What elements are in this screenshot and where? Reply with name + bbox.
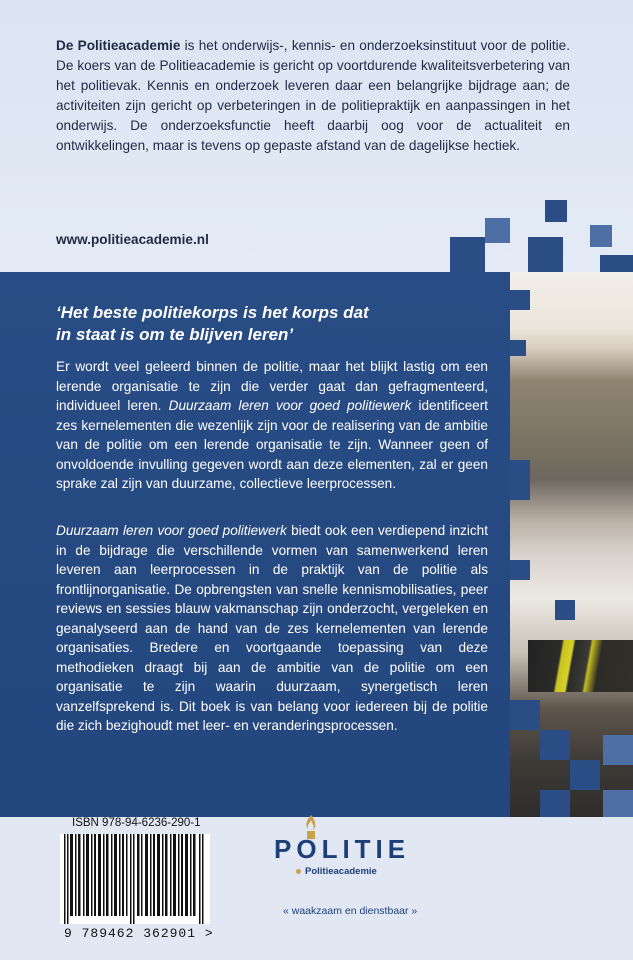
- p1-part2: identificeert zes kernelementen die wezenlijk zijn voor de realisering van de ambitie van de politie om een lerende organisatie te zijn. Wanneer geen of onvoldoende invulling gegeven wordt aan deze elementen, zal er geen sprake zal zijn van duurzame, collectieve leerprocessen.: [56, 398, 488, 491]
- body-paragraph-2: [56, 521, 488, 736]
- intro-bold-lead: De Politieacademie: [56, 38, 181, 53]
- p2-text: biedt ook een verdiepend inzicht in de bijdrage die verschillende vormen van samenwerkend leren leveren aan leerprocessen in de praktijk van de politie als frontlijnorganisatie. De opbrengsten van snelle kennismobilisaties, peer reviews en sessies blauw vakmanschap zijn onderzocht, vergeleken en geanalyseerd aan de hand van de zes kernelementen van lerende organisaties. Bredere en voortgaande toepassing van deze methodieken draagt bij aan de ambitie van de politie om een organisatie te zijn waarin duurzaam, synergetisch leren vanzelfsprekend is. Dit boek is van belang voor iedereen bij de politie die zich bezighoudt met leer- en veranderingsprocessen.: [56, 523, 488, 733]
- logo-subtitle: Politieacademie: [305, 866, 377, 877]
- isbn-label: ISBN 978-94-6236-290-1: [72, 817, 201, 829]
- logo-dot: [296, 869, 301, 874]
- barcode-digits: 9 789462 362901 >: [64, 926, 214, 941]
- logo-wordmark: POLITIE: [274, 834, 411, 864]
- p2-book-title: Duurzaam leren voor goed politiewerk: [56, 523, 287, 538]
- reflective-vest-stripes: [528, 640, 633, 692]
- motto: « waakzaam en dienstbaar »: [283, 905, 418, 917]
- p1-part1: Er wordt veel geleerd binnen de politie, maar het blijkt lastig om een lerende organisatie te zijn die verder gaat dan gefragmenteerd, individueel leren.: [56, 359, 488, 413]
- quote: [56, 302, 496, 346]
- quote-line-2: in staat is om te blijven leren’: [56, 325, 294, 344]
- p1-book-title: Duurzaam leren voor goed politiewerk: [168, 398, 412, 413]
- quote-line-1: ‘Het beste politiekorps is het korps dat: [56, 303, 369, 322]
- barcode-icon: [60, 834, 210, 924]
- body-paragraph-1: [56, 357, 488, 494]
- website-link[interactable]: www.politieacademie.nl: [56, 232, 209, 247]
- intro-paragraph: [56, 36, 570, 156]
- intro-text: is het onderwijs-, kennis- en onderzoeksinstituut voor de politie. De koers van de Politieacademie is gericht op voortdurende kwaliteitsverbetering van het politievak. Kennis en onderzoek leveren daar een belangrijke bijdrage aan; de activiteiten zijn gericht op verbeteringen in de politiepraktijk en aanpassingen in het onderwijs. De onderzoeksfunctie heeft daarbij oog voor de actualiteit en ontwikkelingen, maar is tevens op gepaste afstand van de dagelijkse hectiek.: [56, 38, 570, 153]
